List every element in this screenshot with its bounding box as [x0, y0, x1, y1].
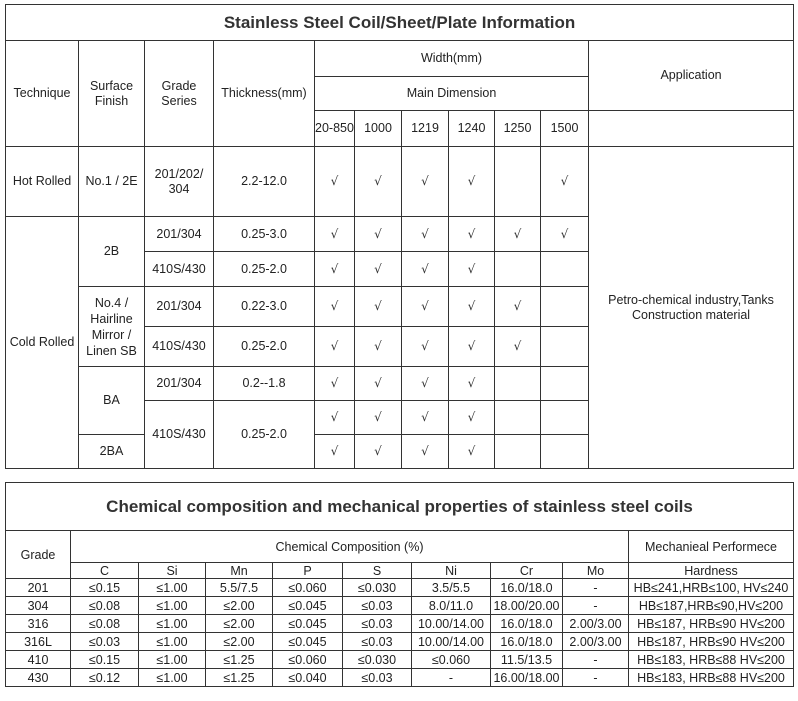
- technique-cell: Hot Rolled: [6, 147, 79, 217]
- thickness-cell: 0.25-2.0: [214, 327, 315, 367]
- composition-cell: ≤2.00: [206, 633, 273, 651]
- composition-cell: ≤0.03: [343, 633, 412, 651]
- width-column-header: 1219: [402, 111, 449, 147]
- composition-cell: ≤0.030: [343, 579, 412, 597]
- check-cell: [495, 435, 541, 469]
- composition-cell: 18.00/20.00: [491, 597, 563, 615]
- table-row: [6, 669, 794, 687]
- check-cell: [541, 327, 589, 367]
- composition-cell: 11.5/13.5: [491, 651, 563, 669]
- mechanical-performance-header: Mechanieal Performece: [629, 531, 794, 563]
- check-cell: √: [449, 367, 495, 401]
- width-header: Width(mm): [315, 41, 589, 77]
- check-cell: √: [355, 252, 402, 287]
- composition-cell: 2.00/3.00: [563, 633, 629, 651]
- check-cell: √: [315, 401, 355, 435]
- grade-cell: 316: [6, 615, 71, 633]
- check-cell: [541, 367, 589, 401]
- grade-cell: 201/202/ 304: [145, 147, 214, 217]
- check-cell: [541, 401, 589, 435]
- composition-cell: ≤0.03: [343, 615, 412, 633]
- steel-info-table: [5, 4, 794, 469]
- check-cell: [541, 252, 589, 287]
- composition-cell: 10.00/14.00: [412, 633, 491, 651]
- check-cell: √: [355, 147, 402, 217]
- grade-cell: 410S/430: [145, 401, 214, 469]
- element-header: C: [71, 563, 139, 579]
- composition-cell: ≤0.12: [71, 669, 139, 687]
- check-cell: [495, 367, 541, 401]
- hardness-cell: HB≤187, HRB≤90 HV≤200: [629, 615, 794, 633]
- technique-cell: Cold Rolled: [6, 217, 79, 469]
- grade-cell: 201/304: [145, 367, 214, 401]
- check-cell: √: [495, 287, 541, 327]
- surface-finish-cell: No.4 / Hairline Mirror / Linen SB: [79, 287, 145, 367]
- composition-cell: ≤1.00: [139, 615, 206, 633]
- composition-cell: ≤0.03: [343, 597, 412, 615]
- thickness-cell: 0.2--1.8: [214, 367, 315, 401]
- composition-cell: ≤0.045: [273, 615, 343, 633]
- composition-cell: 16.00/18.00: [491, 669, 563, 687]
- check-cell: √: [355, 287, 402, 327]
- grade-cell: 410S/430: [145, 252, 214, 287]
- technique-header: Technique: [6, 41, 79, 147]
- thickness-cell: 0.25-3.0: [214, 217, 315, 252]
- composition-cell: ≤0.08: [71, 597, 139, 615]
- check-cell: √: [449, 217, 495, 252]
- composition-cell: 16.0/18.0: [491, 615, 563, 633]
- check-cell: √: [541, 217, 589, 252]
- check-cell: √: [355, 367, 402, 401]
- composition-cell: ≤1.00: [139, 579, 206, 597]
- composition-cell: -: [412, 669, 491, 687]
- composition-cell: ≤0.15: [71, 651, 139, 669]
- element-header: P: [273, 563, 343, 579]
- grade-cell: 201/304: [145, 217, 214, 252]
- composition-cell: ≤0.060: [273, 579, 343, 597]
- grade-cell: 201/304: [145, 287, 214, 327]
- width-column-header: 20-850: [315, 111, 355, 147]
- hardness-header: Hardness: [629, 563, 794, 579]
- check-cell: √: [402, 435, 449, 469]
- composition-cell: 8.0/11.0: [412, 597, 491, 615]
- thickness-cell: 2.2-12.0: [214, 147, 315, 217]
- composition-cell: -: [563, 669, 629, 687]
- table-row: [6, 147, 794, 217]
- check-cell: √: [402, 287, 449, 327]
- grade-series-header: Grade Series: [145, 41, 214, 147]
- check-cell: √: [402, 327, 449, 367]
- check-cell: √: [355, 217, 402, 252]
- composition-cell: ≤0.045: [273, 633, 343, 651]
- grade-cell: 316L: [6, 633, 71, 651]
- check-cell: √: [355, 401, 402, 435]
- check-cell: √: [402, 401, 449, 435]
- composition-cell: ≤1.00: [139, 651, 206, 669]
- surface-finish-cell: BA: [79, 367, 145, 435]
- composition-cell: ≤1.25: [206, 651, 273, 669]
- check-cell: √: [315, 217, 355, 252]
- composition-cell: 10.00/14.00: [412, 615, 491, 633]
- composition-cell: -: [563, 579, 629, 597]
- composition-cell: ≤1.00: [139, 633, 206, 651]
- check-cell: √: [355, 435, 402, 469]
- composition-cell: 2.00/3.00: [563, 615, 629, 633]
- composition-cell: ≤0.15: [71, 579, 139, 597]
- composition-cell: 3.5/5.5: [412, 579, 491, 597]
- thickness-header: Thickness(mm): [214, 41, 315, 147]
- width-column-header: 1000: [355, 111, 402, 147]
- surface-finish-header: Surface Finish: [79, 41, 145, 147]
- thickness-cell: 0.25-2.0: [214, 401, 315, 469]
- composition-cell: -: [563, 597, 629, 615]
- check-cell: √: [449, 147, 495, 217]
- element-header: Mn: [206, 563, 273, 579]
- hardness-cell: HB≤183, HRB≤88 HV≤200: [629, 651, 794, 669]
- composition-cell: ≤0.03: [343, 669, 412, 687]
- check-cell: √: [402, 147, 449, 217]
- check-cell: √: [402, 252, 449, 287]
- composition-cell: ≤0.040: [273, 669, 343, 687]
- width-column-header: 1250: [495, 111, 541, 147]
- application-cell: Petro-chemical industry,Tanks Construction material: [589, 147, 794, 469]
- width-column-header: 1500: [541, 111, 589, 147]
- composition-cell: ≤2.00: [206, 597, 273, 615]
- hardness-cell: HB≤241,HRB≤100, HV≤240: [629, 579, 794, 597]
- check-cell: √: [315, 435, 355, 469]
- composition-cell: ≤1.00: [139, 597, 206, 615]
- element-header: Si: [139, 563, 206, 579]
- element-header: Cr: [491, 563, 563, 579]
- check-cell: √: [402, 217, 449, 252]
- hardness-cell: HB≤187,HRB≤90,HV≤200: [629, 597, 794, 615]
- composition-cell: ≤1.00: [139, 669, 206, 687]
- check-cell: [495, 147, 541, 217]
- composition-cell: ≤2.00: [206, 615, 273, 633]
- table-row: [6, 579, 794, 597]
- thickness-cell: 0.25-2.0: [214, 252, 315, 287]
- composition-cell: ≤0.045: [273, 597, 343, 615]
- check-cell: √: [541, 147, 589, 217]
- composition-cell: 16.0/18.0: [491, 579, 563, 597]
- check-cell: √: [449, 401, 495, 435]
- check-cell: √: [355, 327, 402, 367]
- composition-cell: 16.0/18.0: [491, 633, 563, 651]
- main-dimension-header: Main Dimension: [315, 77, 589, 111]
- application-spacer: [589, 111, 794, 147]
- composition-cell: ≤0.03: [71, 633, 139, 651]
- check-cell: √: [449, 327, 495, 367]
- composition-cell: ≤0.060: [412, 651, 491, 669]
- check-cell: √: [315, 327, 355, 367]
- thickness-cell: 0.22-3.0: [214, 287, 315, 327]
- hardness-cell: HB≤187, HRB≤90 HV≤200: [629, 633, 794, 651]
- grade-cell: 304: [6, 597, 71, 615]
- chemical-composition-header: Chemical Composition (%): [71, 531, 629, 563]
- check-cell: √: [402, 367, 449, 401]
- element-header: Mo: [563, 563, 629, 579]
- check-cell: √: [495, 327, 541, 367]
- check-cell: [495, 401, 541, 435]
- check-cell: [541, 287, 589, 327]
- surface-finish-cell: No.1 / 2E: [79, 147, 145, 217]
- check-cell: √: [315, 287, 355, 327]
- check-cell: √: [315, 252, 355, 287]
- table-title: Chemical composition and mechanical properties of stainless steel coils: [6, 483, 794, 531]
- check-cell: √: [449, 252, 495, 287]
- check-cell: √: [449, 287, 495, 327]
- composition-cell: -: [563, 651, 629, 669]
- table-title: Stainless Steel Coil/Sheet/Plate Information: [6, 5, 794, 41]
- grade-cell: 430: [6, 669, 71, 687]
- composition-cell: ≤0.08: [71, 615, 139, 633]
- check-cell: √: [315, 147, 355, 217]
- surface-finish-cell: 2B: [79, 217, 145, 287]
- composition-cell: ≤0.030: [343, 651, 412, 669]
- check-cell: [495, 252, 541, 287]
- composition-cell: 5.5/7.5: [206, 579, 273, 597]
- hardness-cell: HB≤183, HRB≤88 HV≤200: [629, 669, 794, 687]
- table-row: [6, 597, 794, 615]
- table-row: [6, 651, 794, 669]
- check-cell: √: [449, 435, 495, 469]
- chemical-composition-table: [5, 482, 794, 687]
- grade-header: Grade: [6, 531, 71, 579]
- width-column-header: 1240: [449, 111, 495, 147]
- element-header: Ni: [412, 563, 491, 579]
- grade-cell: 201: [6, 579, 71, 597]
- table-row: [6, 615, 794, 633]
- application-header: Application: [589, 41, 794, 111]
- table-row: [6, 633, 794, 651]
- element-header: S: [343, 563, 412, 579]
- surface-finish-cell: 2BA: [79, 435, 145, 469]
- composition-cell: ≤0.060: [273, 651, 343, 669]
- grade-cell: 410S/430: [145, 327, 214, 367]
- check-cell: √: [495, 217, 541, 252]
- composition-cell: ≤1.25: [206, 669, 273, 687]
- check-cell: √: [315, 367, 355, 401]
- check-cell: [541, 435, 589, 469]
- grade-cell: 410: [6, 651, 71, 669]
